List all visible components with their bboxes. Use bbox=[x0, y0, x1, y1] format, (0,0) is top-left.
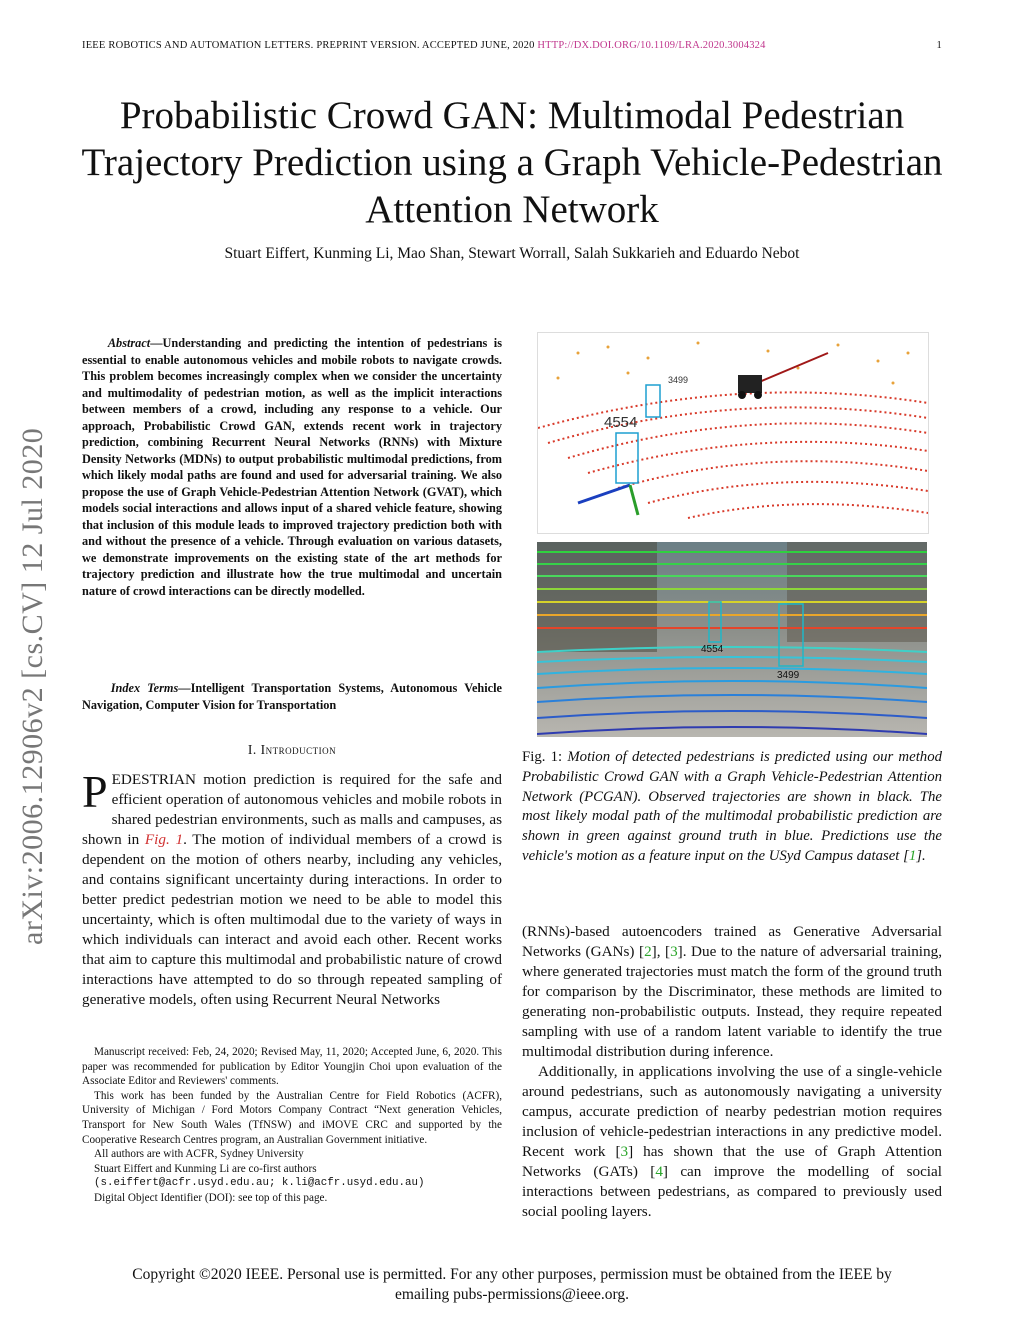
figure-camera-panel bbox=[537, 542, 927, 737]
footnote-emails: (s.eiffert@acfr.usyd.edu.au; k.li@acfr.usyd.edu.au) bbox=[94, 1177, 425, 1190]
section-heading bbox=[82, 742, 502, 758]
running-header bbox=[82, 40, 942, 51]
author-list: Stuart Eiffert, Kunming Li, Mao Shan, Stewart Worrall, Salah Sukkarieh and Eduardo Nebot bbox=[224, 245, 800, 262]
figure-pointcloud-panel bbox=[537, 332, 929, 534]
citation-link-3b[interactable]: 3 bbox=[620, 1143, 629, 1160]
doi-link[interactable]: HTTP://DX.DOI.ORG/10.1109/LRA.2020.3004324 bbox=[537, 40, 766, 51]
footnote-funding: This work has been funded by the Australian Centre for Field Robotics (ACFR), University of Michigan / Ford Motors Company Contract “Next generation Vehicles, Transport for New South Wales (TfNSW) and iMOVE CRC and supported by the Cooperative Research Centres program, an Australian Government initiative. bbox=[82, 1089, 502, 1146]
abstract-text: Understanding and predicting the intention of pedestrians is essential to enable autonomous vehicles and mobile robots to navigate crowds. This problem becomes increasingly complex when we consider the uncertainty and multimodality of pedestrian motion, as well as the implicit interactions between members of a crowd, including any response to a vehicle. Our approach, Probabilistic Crowd GAN, extends recent work in trajectory prediction, combining Recurrent Neural Networks (RNNs) with Mixture Density Networks (MDNs) to output probabilistic multimodal predictions, from which likely modal paths are found and used for adversarial training. We also propose the use of Graph Vehicle-Pedestrian Attention Network (GVAT), which models social interactions and allows input of a shared vehicle feature, showing that inclusion of this module leads to improved trajectory prediction both with and without the presence of a vehicle. Through evaluation on various datasets, we demonstrate improvements on the existing state of the art methods for trajectory prediction and illustrate how the true multimodal and uncertain nature of crowd interactions can be directly modelled. bbox=[82, 336, 503, 598]
abstract-label: Abstract bbox=[107, 336, 151, 350]
right-text-2a: Additionally, in applications involving the use of a single-vehicle around pedestrians, such as autonomously navigating a university campus, accurate prediction of nearby pedestrian motion requires inclusion of vehicle-pedestrian interactions in any predictive model. Recent work [ bbox=[522, 1063, 942, 1160]
right-paragraph-1 bbox=[522, 922, 942, 1062]
section-title: Introduction bbox=[260, 742, 337, 757]
copyright-notice bbox=[60, 1265, 964, 1305]
journal-name: IEEE ROBOTICS AND AUTOMATION LETTERS. PREPRINT VERSION. ACCEPTED JUNE, 2020 bbox=[82, 40, 535, 51]
index-terms: Index Terms—Intelligent Transportation Systems, Autonomous Vehicle Navigation, Computer Vision for Transportation bbox=[82, 681, 503, 712]
arxiv-stamp: arXiv:2006.12906v2 [cs.CV] 12 Jul 2020 bbox=[16, 427, 49, 945]
section-number: I. bbox=[247, 742, 257, 757]
figure-label-top: 4554 bbox=[604, 414, 638, 431]
paper-title: Probabilistic Crowd GAN: Multimodal Pedestrian Trajectory Prediction using a Graph Vehicle-Pedestrian Attention Network bbox=[81, 94, 943, 231]
pointcloud-illustration bbox=[538, 333, 928, 533]
footnote-cofirst: Stuart Eiffert and Kunming Li are co-first authors bbox=[94, 1162, 317, 1175]
right-paragraph-2 bbox=[522, 1062, 942, 1222]
footnote-received: Manuscript received: Feb, 24, 2020; Revised May, 11, 2020; Accepted June, 6, 2020. This paper was recommended for publication by Editor Youngjin Choi upon evaluation of the Associate Editor and Reviewers' comments. bbox=[82, 1046, 502, 1088]
copyright-line-1: Copyright ©2020 IEEE. Personal use is permitted. For any other purposes, permission must be obtained from the IEEE by bbox=[132, 1266, 892, 1283]
page-number: 1 bbox=[936, 40, 942, 51]
figure-reference-link[interactable]: Fig. 1 bbox=[144, 831, 184, 848]
intro-paragraph bbox=[82, 766, 502, 1010]
drop-cap: P bbox=[82, 766, 108, 817]
footnote-doi: Digital Object Identifier (DOI): see top of this page. bbox=[94, 1191, 328, 1204]
intro-text-b: . The motion of individual members of a crowd is dependent on the motion of others nearby, including any vehicles, and contains significant uncertainty during interactions. In order to better predict pedestrian motion we need to be able to model this uncertainty, which is often multimodal due to the variety of ways in which individuals can interact and avoid each other. Recent works that aim to capture this multimodal and probabilistic nature of crowd interactions have attempted to do so through repeated sampling of generative models, often using Recurrent Neural Networks bbox=[82, 831, 502, 1008]
footnote-affiliation: All authors are with ACFR, Sydney University bbox=[94, 1148, 304, 1161]
caption-text: Motion of detected pedestrians is predicted using our method Probabilistic Crowd GAN with a Graph Vehicle-Pedestrian Attention Network (PCGAN). Observed trajectories are shown in black. The most likely modal path of the multimodal probabilistic prediction are shown in green against ground truth in blue. Predictions use the vehicle's motion as a feature input on the USyd Campus dataset [ bbox=[522, 749, 942, 864]
index-terms-label: Index Terms bbox=[110, 681, 179, 695]
figure-label-a: 4554 bbox=[701, 644, 724, 655]
caption-label: Fig. 1: bbox=[522, 749, 563, 765]
abstract: Abstract—Understanding and predicting the intention of pedestrians is essential to enable autonomous vehicles and mobile robots to navigate crowds. This problem becomes increasingly complex when we consider the uncertainty and multimodality of pedestrian motion, as well as the implicit interactions between members of a crowd, including any response to a vehicle. Our approach, Probabilistic Crowd GAN, extends recent work in trajectory prediction, combining Recurrent Neural Networks (RNNs) with Mixture Density Networks (MDNs) to output probabilistic multimodal predictions, from which likely modal paths are found and used for adversarial training. We also propose the use of Graph Vehicle-Pedestrian Attention Network (GVAT), which models social interactions and allows input of a shared vehicle feature, showing that inclusion of this module leads to improved trajectory prediction both with and without the presence of a vehicle. Through evaluation on various datasets, we demonstrate improvements on the existing state of the art methods for trajectory prediction and illustrate how the true multimodal and uncertain nature of crowd interactions can be directly modelled. bbox=[82, 336, 503, 598]
footnote bbox=[82, 1045, 502, 1206]
citation-link-4[interactable]: 4 bbox=[655, 1163, 663, 1180]
caption-citation-link[interactable]: 1 bbox=[908, 847, 917, 864]
right-text-1b: ], [ bbox=[651, 943, 671, 960]
camera-illustration bbox=[537, 542, 927, 737]
figure-label-top-small: 3499 bbox=[668, 375, 689, 385]
citation-link-3[interactable]: 3 bbox=[670, 943, 678, 960]
right-text-2c: ] can improve the modelling of social interactions between pedestrians, as compared to previously used social pooling layers. bbox=[522, 1163, 942, 1220]
right-text-2b: ] has shown that the use of Graph Attention Networks (GATs) [ bbox=[522, 1143, 943, 1180]
right-text-1a: (RNNs)-based autoencoders trained as Generative Adversarial Networks (GANs) [ bbox=[522, 923, 942, 960]
copyright-line-2: emailing pubs-permissions@ieee.org. bbox=[395, 1286, 629, 1303]
citation-link-2[interactable]: 2 bbox=[644, 943, 652, 960]
figure-caption bbox=[522, 748, 942, 867]
caption-end: ]. bbox=[916, 847, 926, 864]
right-text-1c: ]. Due to the nature of adversarial training, where generated trajectories must match the form of the ground truth for comparison by the Discriminator, these methods are limited to generating non-probabilistic outputs. Instead, they require repeated sampling with use of a random latent variable to identify the true multimodal distribution during inference. bbox=[522, 943, 942, 1060]
index-terms-text: Intelligent Transportation Systems, Autonomous Vehicle Navigation, Computer Vision for Transportation bbox=[82, 681, 503, 712]
right-column-text bbox=[522, 922, 942, 1222]
figure-label-b: 3499 bbox=[777, 670, 800, 681]
intro-text-a: EDESTRIAN motion prediction is required for the safe and efficient operation of autonomous vehicles and mobile robots in shared pedestrian environments, such as malls and campuses, as shown in bbox=[82, 771, 502, 848]
